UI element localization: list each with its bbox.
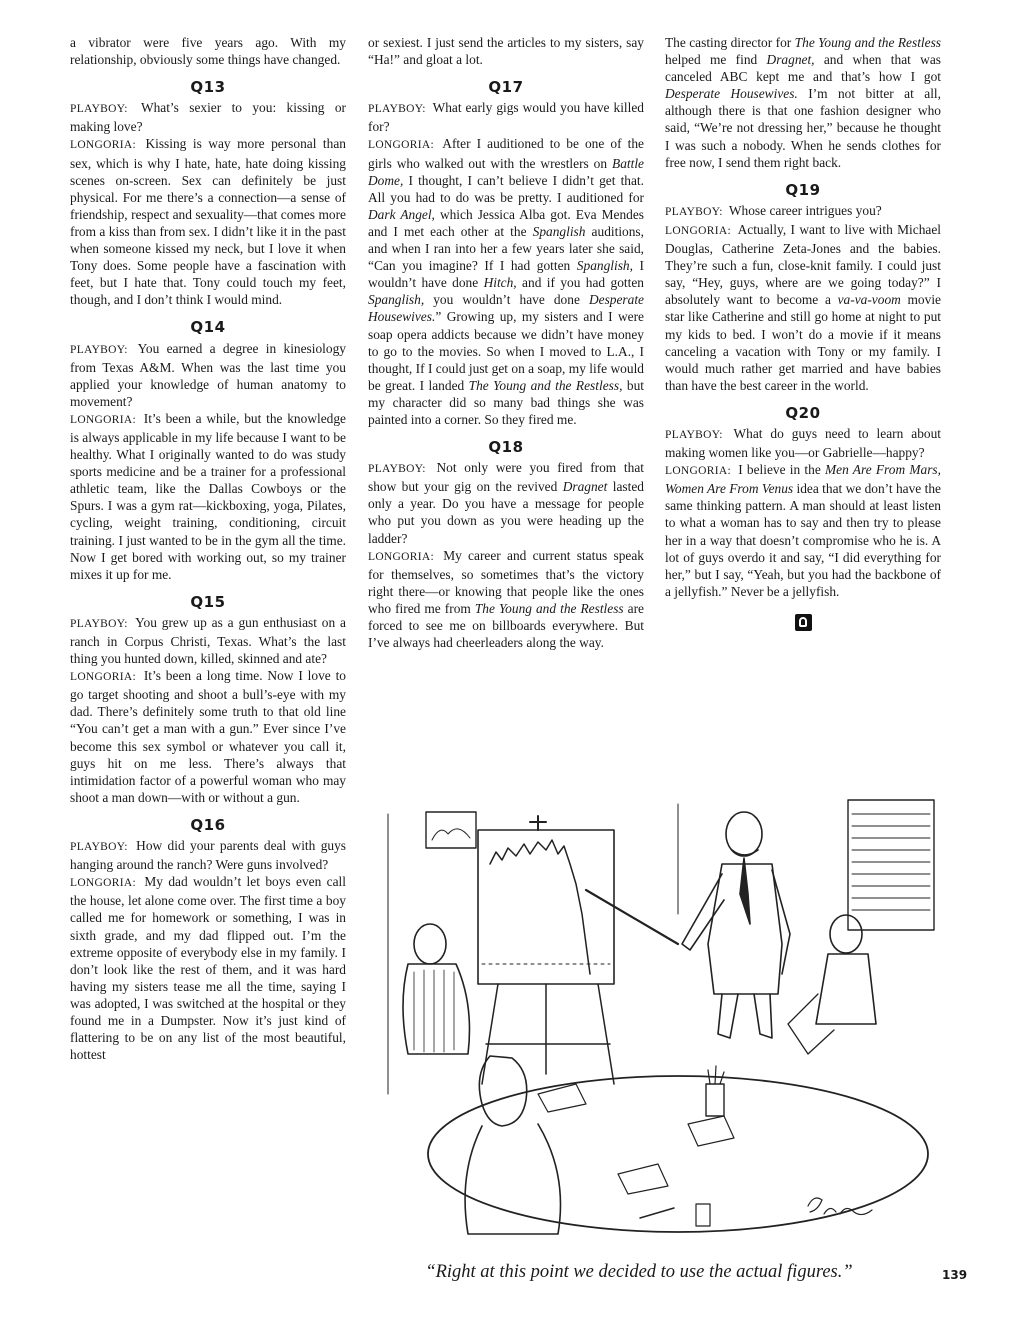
question-heading: Q16 (190, 815, 226, 834)
question-heading: Q17 (488, 78, 524, 97)
question: PLAYBOY: How did your parents deal with guys hanging around the ranch? Were guns involved? (70, 838, 346, 873)
cartoon-caption: “Right at this point we decided to use the actual figures.” (425, 1262, 853, 1282)
interviewee-label: LONGORIA: (368, 139, 434, 152)
interviewee-label: LONGORIA: (70, 877, 136, 890)
interviewee-label: LONGORIA: (70, 413, 136, 426)
answer: LONGORIA: I believe in the Men Are From Mars, Women Are From Venus idea that we don’t have the same thinking pattern. A man should at least listen to what a woman has to say and then try to please her in a way that doesn’t compromise who he is. A lot of guys overdo it and say, “I did everything for her,” but I say, “Yeah, but you had the backbone of a jellyfish.” Never be a jellyfish. (665, 462, 941, 599)
cartoon-illustration (378, 794, 940, 1254)
question: PLAYBOY: What’s sexier to you: kissing or making love? (70, 100, 347, 135)
answer: LONGORIA: It’s been a long time. Now I love to go target shooting and shoot a bull’s-eye with my dad. There’s definitely some truth to that old line “You can’t get a man with a gun.” Ever since I’ve become this sex symbol or whatever you call it, guys hit on me less. There’s always that intimidation factor of a powerful woman who may shoot a man down—with or without a gun. (70, 668, 346, 805)
interviewer-label: PLAYBOY: (70, 617, 128, 630)
page-number: 139 (942, 1268, 968, 1282)
interviewee-label: LONGORIA: (70, 139, 136, 152)
interviewer-label: PLAYBOY: (70, 841, 128, 854)
question-heading: Q15 (190, 592, 226, 611)
interviewee-label: LONGORIA: (368, 550, 434, 563)
interviewer-label: PLAYBOY: (368, 103, 426, 116)
continued-text: or sexiest. I just send the articles to my sisters, say “Ha!” and gloat a lot. (368, 35, 644, 68)
rabbit-logo-icon (795, 614, 812, 631)
question: PLAYBOY: You earned a degree in kinesiology from Texas A&M. When was the last time you applied your knowledge of human anatomy to movement? (70, 340, 346, 409)
interviewee-label: LONGORIA: (665, 224, 731, 237)
interviewee-label: LONGORIA: (665, 465, 731, 478)
question-heading: Q13 (190, 78, 226, 97)
question: PLAYBOY: Not only were you fired from that show but your gig on the revived Dragnet lasted only a year. Do you have a message for people who put you down as you were heading up the ladder? (368, 460, 644, 546)
question-heading: Q20 (785, 403, 821, 422)
interviewer-label: PLAYBOY: (665, 205, 723, 218)
column-2 (368, 34, 644, 651)
answer: LONGORIA: It’s been a while, but the knowledge is always applicable in my life because I want to be healthy. What I originally wanted to do was study sports medicine and be a trainer for a professional athletic team, like the Dallas Cowboys or the Spurs. I was a gym rat—kickboxing, yoga, Pilates, cycling, weight training, conditioning, circuit training. I just wanted to be in the gym all the time. Now I get bored with working out, so my trainer mixes it up for me. (70, 410, 346, 582)
answer: LONGORIA: Kissing is way more personal than sex, which is why I hate, hate, hate doing kissing scenes on-screen. Sex can definitely be just physical. For me there’s a connection—a sense of friendship, respect and sexuality—that comes more from a kiss than from sex. I didn’t like it in the past when someone kissed my neck, but I love it when Tony does. Some people have a fascination with feet, but I hate that. Tony could touch my feet, though, and I don’t think I would mind. (70, 136, 346, 308)
continued-text: The casting director for The Young and the Restless helped me find Dragnet, and when that was canceled ABC kept me and that’s how I got Desperate Housewives. I’m not bitter at all, although there is that one fashion designer who said, “We’re not dressing her,” because he thought I was such a nobody. When he sends clothes for free now, I send them right back. (665, 35, 942, 170)
interviewer-label: PLAYBOY: (665, 428, 723, 441)
question: PLAYBOY: What do guys need to learn about making women like you—or Gabrielle—happy? (665, 425, 941, 461)
continued-text: a vibrator were five years ago. With my relationship, obviously some things have changed. (70, 35, 346, 68)
question-heading: Q19 (785, 180, 821, 199)
answer: LONGORIA: My dad wouldn’t let boys even call the house, let alone come over. The first time a boy called me for homework or something, I was in sixth grade, and my dad flipped out. I’m the extreme opposite of everybody else in my family. I don’t look like the rest of them, and it was hard having my sisters tease me all the time, saying I was adopted, I was switched at the hospital or they found me in a Dumpster. Now it’s just kind of flattering to be on any list of the most beautiful, hottest (70, 874, 346, 1063)
column-1 (70, 34, 346, 1063)
question-heading: Q14 (190, 318, 226, 337)
question-heading: Q18 (488, 438, 524, 457)
answer: LONGORIA: Actually, I want to live with Michael Douglas, Catherine Zeta-Jones and the babies. They’re such a fun, close-knit family. I could just say, “Hey, guys, where are we going today?” I absolutely want to become a va-va-voom movie star like Catherine and still go home at night to put my kids to bed. I won’t do a movie if it means canceling a vacation with Tony or my family. I would much rather get married and have babies than have the best career in the world. (665, 221, 941, 393)
column-3 (665, 34, 941, 631)
answer: LONGORIA: After I auditioned to be one of the girls who walked out with the wrestlers on Battle Dome, I thought, I can’t believe I didn’t get that. All you had to do was be pretty. I auditioned for Dark Angel, which Jessica Alba got. Eva Mendes and I met each other at the Spanglish auditions, and when I ran into her a few years later she said, “Can you imagine? If I had gotten Spanglish, I wouldn’t have done Hitch, and if you had gotten Spanglish, you wouldn’t have done Desperate Housewives.” Growing up, my sisters and I were soap opera addicts because we didn’t have money to go to the movies. So when I moved to L.A., I thought, If I could just get on a soap, my life would be great. I landed The Young and the Restless, but my character did so many bad things she was painted into a corner. So they fired me. (368, 136, 644, 427)
interviewer-label: PLAYBOY: (70, 343, 128, 356)
interviewer-label: PLAYBOY: (70, 103, 128, 116)
question: PLAYBOY: You grew up as a gun enthusiast on a ranch in Corpus Christi, Texas. What’s the last thing you hunted down, killed, skinned and ate? (70, 614, 347, 667)
interviewer-label: PLAYBOY: (368, 463, 426, 476)
question: PLAYBOY: Whose career intrigues you? (665, 202, 882, 218)
question: PLAYBOY: What early gigs would you have killed for? (368, 100, 644, 135)
interviewee-label: LONGORIA: (70, 671, 136, 684)
answer: LONGORIA: My career and current status speak for themselves, so sometimes that’s the victory right there—or knowing that people like the ones who fired me from The Young and the Restless are forced to see me on billboards everywhere. But I’ve always had cheerleaders along the way. (368, 547, 644, 651)
